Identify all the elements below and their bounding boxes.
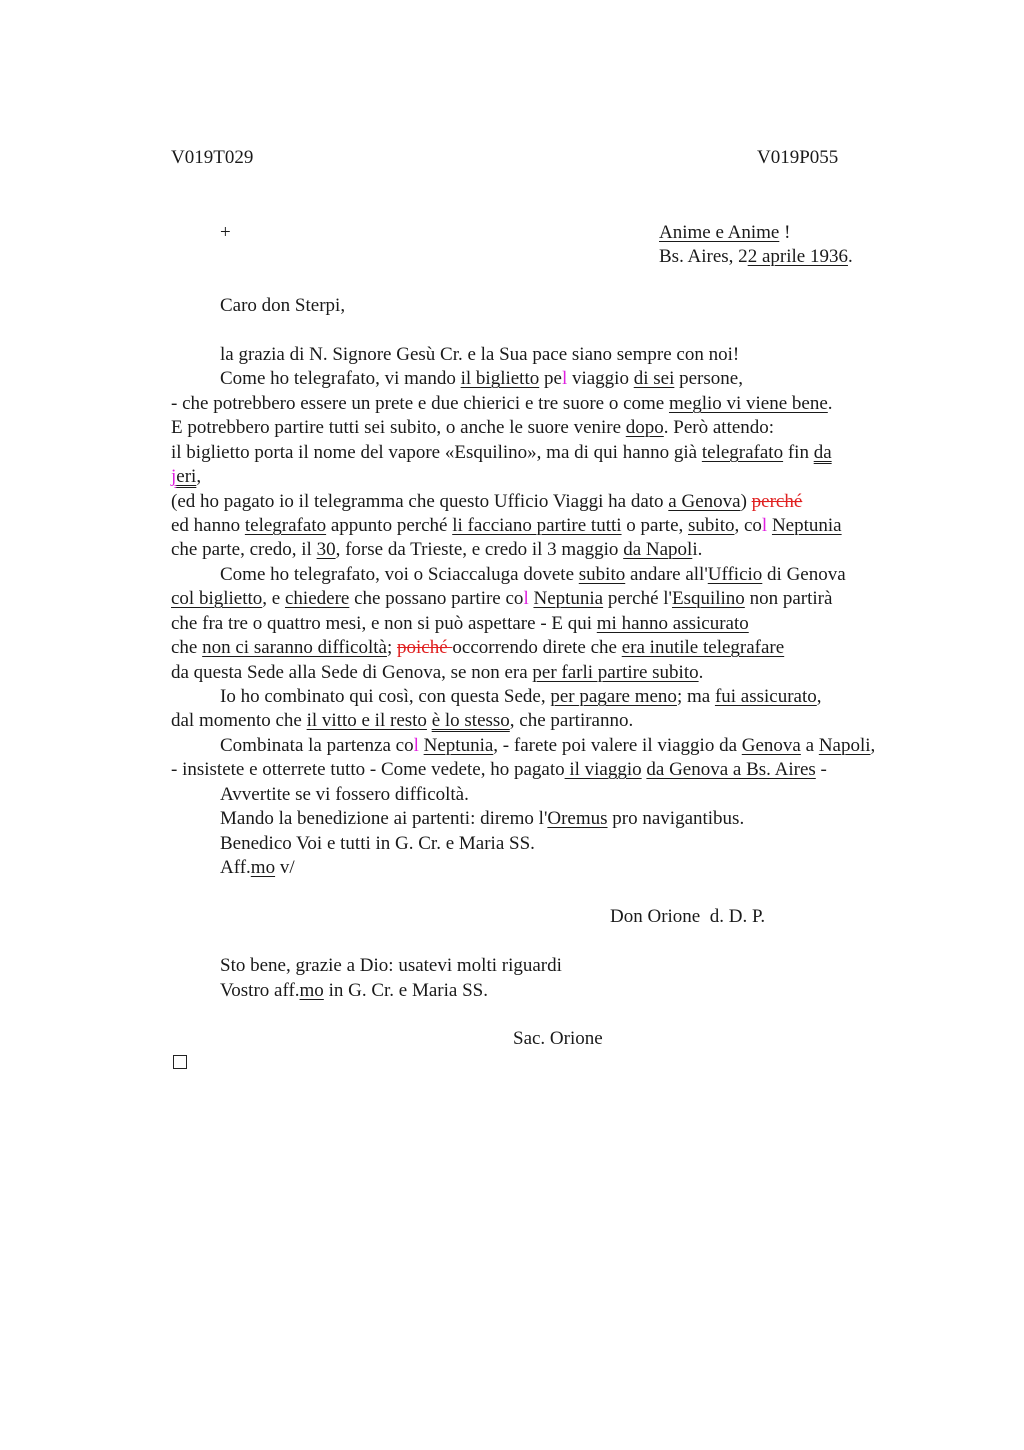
underlined-segment: non ci saranno difficoltà	[202, 637, 387, 658]
postscript-line-1: Sto bene, grazie a Dio: usatevi molti riguardi	[220, 955, 562, 976]
text-segment: andare all'	[625, 564, 708, 585]
cross-mark: +	[220, 222, 231, 243]
inserted-letter: l	[761, 515, 768, 536]
underlined-segment: il biglietto	[460, 368, 540, 389]
underlined-segment: era inutile telegrafare	[621, 637, 785, 658]
double-underlined-segment: è lo stesso	[431, 710, 510, 731]
text-segment: che parte, credo, il	[171, 539, 317, 560]
inserted-letter: l	[561, 368, 568, 389]
text-segment: )	[740, 491, 752, 512]
text-segment: pro navigantibus.	[607, 808, 745, 829]
underlined-segment: mo	[250, 857, 276, 878]
text-segment: occorrendo direte che	[452, 637, 622, 658]
body-line-20	[220, 808, 744, 830]
text-segment: in G. Cr. e Maria SS.	[323, 980, 488, 1001]
text-segment: .	[698, 662, 704, 683]
text-segment: - insistete e otterrete tutto - Come vedete, ho pagato	[171, 759, 565, 780]
text-segment: Vostro aff.	[220, 980, 300, 1001]
body-line-15	[220, 686, 822, 708]
text-segment: , co	[734, 515, 762, 536]
text-segment: non partirà	[744, 588, 833, 609]
underlined-segment: mo	[299, 980, 324, 1001]
underlined-segment: 30	[316, 539, 336, 560]
text-segment: che possano partire co	[349, 588, 524, 609]
underlined-segment: chiedere	[284, 588, 350, 609]
underlined-segment: per farli partire subito	[532, 662, 699, 683]
place: Bs. Aires, 2	[659, 246, 748, 267]
text-segment: , - farete poi valere il viaggio da	[493, 735, 742, 756]
body-line-11	[171, 588, 832, 610]
text-segment: persone,	[674, 368, 743, 389]
underlined-segment: di sei	[633, 368, 675, 389]
body-line-7	[171, 491, 802, 513]
text-segment: . Però attendo:	[663, 417, 775, 438]
underlined-segment: da Napol	[623, 539, 693, 560]
date-end: .	[847, 246, 853, 267]
text-segment: ;	[386, 637, 397, 658]
text-segment: Io ho combinato qui così, con questa Sede,	[220, 686, 551, 707]
underlined-segment: Neptunia	[771, 515, 842, 536]
body-line-21: Benedico Voi e tutti in G. Cr. e Maria SS.	[220, 833, 535, 854]
body-line-10	[220, 564, 846, 586]
underlined-segment: subito	[688, 515, 735, 536]
deleted-word: perché	[751, 491, 803, 512]
body-line-2	[220, 368, 743, 390]
text-segment: viaggio	[567, 368, 634, 389]
text-segment: Combinata la partenza co	[220, 735, 414, 756]
motto-text: Anime e Anime	[659, 222, 780, 243]
text-segment: appunto perché	[326, 515, 453, 536]
underlined-segment: Neptunia	[533, 588, 604, 609]
body-line-1: la grazia di N. Signore Gesù Cr. e la Sua pace siano sempre con noi!	[220, 344, 740, 365]
body-line-18	[171, 759, 827, 781]
text-segment: il biglietto porta il nome del vapore «Esquilino», ma di qui hanno già	[171, 442, 702, 463]
underlined-segment: mi hanno assicurato	[596, 613, 749, 634]
text-segment: - che potrebbero essere un prete e due chierici e tre suore o come	[171, 393, 669, 414]
underlined-segment: a Genova	[668, 491, 741, 512]
text-segment: ; ma	[676, 686, 715, 707]
text-segment: Come ho telegrafato, vi mando	[220, 368, 461, 389]
text-segment: di Genova	[762, 564, 846, 585]
motto-end: !	[779, 222, 791, 243]
underlined-segment: telegrafato	[701, 442, 784, 463]
text-segment: ,	[196, 466, 202, 487]
inserted-letter: j	[171, 466, 177, 487]
signature-don-orione: Don Orione d. D. P.	[610, 906, 766, 927]
deleted-word: poiché	[397, 637, 453, 658]
body-line-4	[171, 417, 774, 439]
inserted-letter: l	[523, 588, 529, 609]
underlined-segment: da Genova a Bs. Aires	[646, 759, 816, 780]
body-line-13	[171, 637, 784, 659]
text-segment: , forse da Trieste, e credo il 3 maggio	[335, 539, 624, 560]
underlined-segment: Oremus	[547, 808, 608, 829]
signature-sac-orione: Sac. Orione	[513, 1028, 603, 1049]
text-segment: , che partiranno.	[509, 710, 634, 731]
body-line-19: Avvertite se vi fossero difficoltà.	[220, 784, 469, 805]
text-segment: Aff.	[220, 857, 251, 878]
date: 2 aprile 1936	[747, 246, 848, 267]
text-segment: ed hanno	[171, 515, 245, 536]
underlined-segment: Ufficio	[707, 564, 763, 585]
underlined-segment: dopo	[625, 417, 664, 438]
text-segment: Come ho telegrafato, voi o Sciaccaluga dovete	[220, 564, 579, 585]
text-segment: perché l'	[603, 588, 672, 609]
text-segment: fin	[783, 442, 814, 463]
text-segment: che fra tre o quattro mesi, e non si può aspettare - E qui	[171, 613, 597, 634]
underlined-segment: Esquilino	[671, 588, 745, 609]
text-segment: dal momento che	[171, 710, 307, 731]
underlined-segment: li facciano partire tutti	[452, 515, 622, 536]
end-mark-square	[173, 1055, 187, 1069]
text-segment: Mando la benedizione ai partenti: diremo l'	[220, 808, 548, 829]
text-segment: pe	[539, 368, 562, 389]
underlined-segment: meglio vi viene bene	[668, 393, 828, 414]
body-line-16	[171, 710, 633, 732]
body-line-9	[171, 539, 702, 561]
document-code-right: V019P055	[757, 147, 839, 168]
text-segment: o parte,	[621, 515, 689, 536]
body-line-12	[171, 613, 749, 635]
underlined-segment: il viaggio	[564, 759, 642, 780]
text-segment: (ed ho pagato io il telegramma che questo Ufficio Viaggi ha dato	[171, 491, 669, 512]
text-segment: a	[800, 735, 819, 756]
body-line-14	[171, 662, 703, 684]
underlined-segment: Genova	[741, 735, 801, 756]
place-date	[659, 246, 853, 268]
closing	[220, 857, 295, 879]
inserted-letter: l	[413, 735, 419, 756]
text-segment: v/	[275, 857, 295, 878]
text-segment: da questa Sede alla Sede di Genova, se non era	[171, 662, 533, 683]
underlined-segment: per pagare meno	[550, 686, 677, 707]
salutation: Caro don Sterpi,	[220, 295, 346, 316]
text-segment: che	[171, 637, 203, 658]
double-underlined-segment: da	[813, 442, 832, 463]
body-line-5	[171, 442, 832, 464]
text-segment: E potrebbero partire tutti sei subito, o anche le suore venire	[171, 417, 626, 438]
body-line-3	[171, 393, 833, 415]
body-line-17	[220, 735, 875, 757]
text-segment: -	[815, 759, 827, 780]
underlined-segment: Neptunia	[423, 735, 494, 756]
underlined-segment: Napoli	[818, 735, 871, 756]
underlined-segment: fui assicurato	[714, 686, 817, 707]
double-underlined-segment: eri	[176, 466, 197, 487]
body-line-6	[171, 466, 201, 488]
text-segment: i.	[692, 539, 703, 560]
postscript-line-2	[220, 980, 488, 1002]
text-segment: ,	[870, 735, 876, 756]
underlined-segment: telegrafato	[244, 515, 327, 536]
body-line-8	[171, 515, 842, 537]
document-code-left: V019T029	[171, 147, 254, 168]
text-segment: .	[827, 393, 833, 414]
text-segment: , e	[262, 588, 285, 609]
motto	[659, 222, 790, 244]
underlined-segment: il vitto e il resto	[306, 710, 427, 731]
text-segment: ,	[816, 686, 822, 707]
underlined-segment: col biglietto	[171, 588, 263, 609]
underlined-segment: subito	[578, 564, 626, 585]
